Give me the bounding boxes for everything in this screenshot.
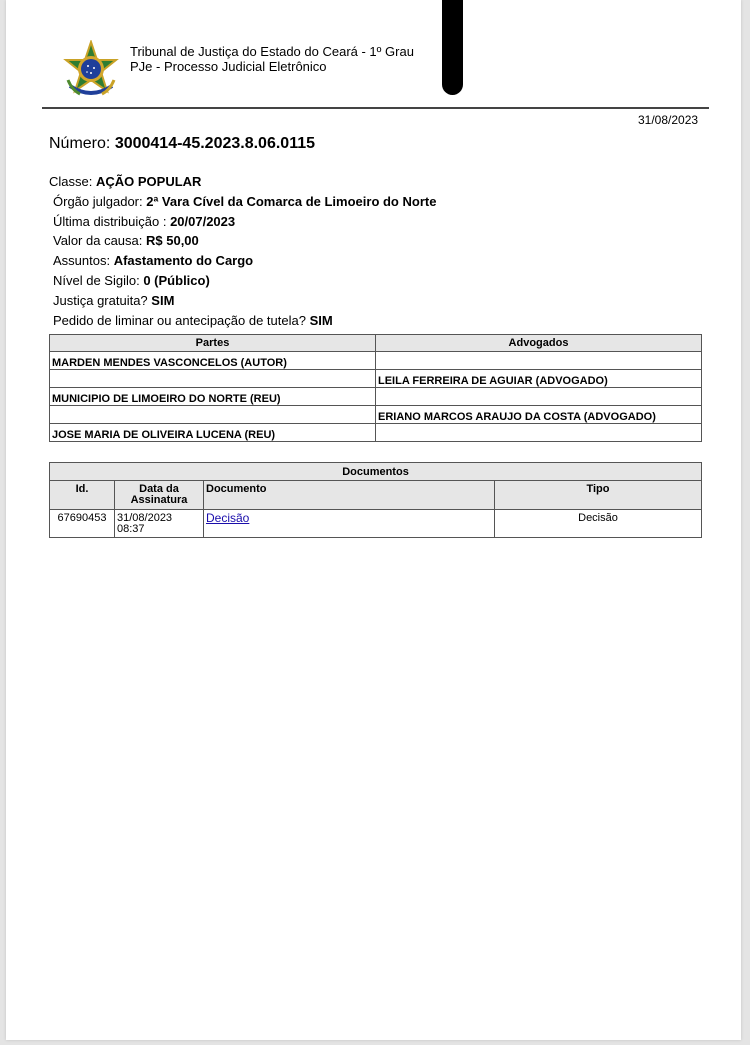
process-info — [49, 172, 436, 330]
court-name: Tribunal de Justiça do Estado do Ceará - 1º Grau — [130, 44, 414, 59]
advogados-header: Advogados — [376, 335, 702, 352]
header-divider — [42, 107, 709, 109]
process-number — [49, 135, 315, 153]
doc-time: 08:37 — [117, 523, 145, 535]
table-row — [50, 370, 702, 388]
orgao-value: 2ª Vara Cível da Comarca de Limoeiro do Norte — [146, 193, 437, 209]
doc-type-cell: Decisão — [495, 510, 702, 538]
orgao-label: Órgão julgador: — [53, 193, 143, 209]
lawyer-cell — [376, 424, 702, 442]
sigilo-row — [49, 271, 436, 291]
id-header: Id. — [50, 481, 115, 510]
valor-value: R$ 50,00 — [146, 233, 199, 249]
gratuita-row — [49, 291, 436, 311]
table-row — [50, 510, 702, 538]
documento-header: Documento — [204, 481, 495, 510]
classe-row — [49, 172, 436, 192]
assuntos-value: Afastamento do Cargo — [113, 253, 254, 269]
table-row — [50, 406, 702, 424]
lawyer-cell: LEILA FERREIRA DE AGUIAR (ADVOGADO) — [376, 370, 702, 388]
liminar-label: Pedido de liminar ou antecipação de tutela? — [53, 312, 306, 328]
distribuicao-value: 20/07/2023 — [170, 213, 236, 229]
sigilo-value: 0 (Público) — [143, 272, 210, 288]
valor-row — [49, 231, 436, 251]
doc-id-cell: 67690453 — [50, 510, 115, 538]
assuntos-row — [49, 251, 436, 271]
table-row — [50, 388, 702, 406]
party-cell — [50, 370, 376, 388]
partes-header: Partes — [50, 335, 376, 352]
system-name: PJe - Processo Judicial Eletrônico — [130, 59, 327, 74]
redaction-mark — [442, 0, 463, 95]
classe-value: AÇÃO POPULAR — [95, 174, 202, 189]
data-header: Data da Assinatura — [115, 481, 204, 510]
assuntos-label: Assuntos: — [53, 253, 111, 269]
sigilo-label: Nível de Sigilo: — [53, 272, 140, 288]
documentos-table — [49, 462, 702, 538]
distribuicao-label: Última distribuição : — [53, 213, 167, 229]
lawyer-cell: ERIANO MARCOS ARAUJO DA COSTA (ADVOGADO) — [376, 406, 702, 424]
table-row — [50, 424, 702, 442]
process-number-value: 3000414-45.2023.8.06.0115 — [114, 135, 316, 152]
partes-header-row — [50, 335, 702, 352]
court-header — [130, 44, 414, 74]
orgao-row — [49, 192, 436, 212]
classe-label: Classe: — [49, 174, 93, 189]
party-cell — [50, 406, 376, 424]
party-cell: MUNICIPIO DE LIMOEIRO DO NORTE (REU) — [50, 388, 376, 406]
documentos-title: Documentos — [50, 463, 702, 481]
process-number-label: Número: — [49, 135, 111, 152]
liminar-value: SIM — [309, 312, 333, 328]
brazil-coat-of-arms-icon — [58, 40, 124, 104]
print-date: 31/08/2023 — [638, 113, 699, 127]
lawyer-cell — [376, 388, 702, 406]
doc-name-cell — [204, 510, 495, 538]
decisao-link[interactable]: Decisão — [206, 511, 250, 525]
documentos-title-row — [50, 463, 702, 481]
valor-label: Valor da causa: — [53, 233, 143, 249]
distribuicao-row — [49, 212, 436, 232]
doc-date-cell — [115, 510, 204, 538]
party-cell: MARDEN MENDES VASCONCELOS (AUTOR) — [50, 352, 376, 370]
liminar-row — [49, 311, 436, 331]
doc-date: 31/08/2023 — [117, 512, 173, 524]
documentos-header-row — [50, 481, 702, 510]
table-row — [50, 352, 702, 370]
gratuita-value: SIM — [151, 292, 175, 308]
partes-table — [49, 334, 702, 442]
document-page — [6, 0, 741, 1040]
gratuita-label: Justiça gratuita? — [53, 292, 148, 308]
tipo-header: Tipo — [495, 481, 702, 510]
lawyer-cell — [376, 352, 702, 370]
party-cell: JOSE MARIA DE OLIVEIRA LUCENA (REU) — [50, 424, 376, 442]
